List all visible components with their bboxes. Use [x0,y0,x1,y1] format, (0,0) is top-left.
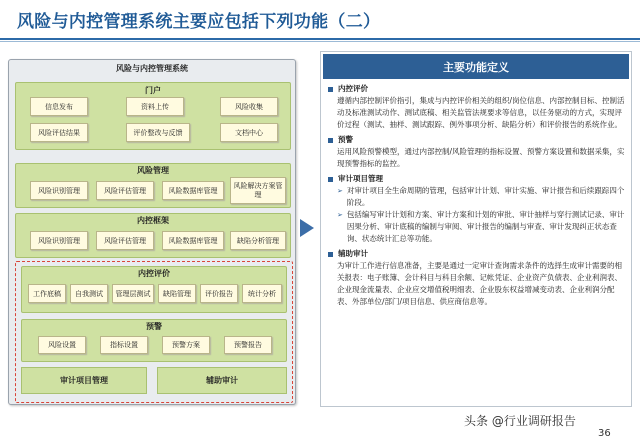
portal-group [15,82,291,150]
square-bullet-icon [328,252,333,257]
aux-audit-box: 辅助审计 [157,367,287,394]
page-title: 风险与内控管理系统主要应包括下列功能（二） [17,12,381,32]
square-bullet-icon [328,87,333,92]
ic-evaluation-item: 工作底稿 [28,284,66,303]
portal-item: 评价整改与反馈 [126,123,190,142]
sub-item: ➢ 对审计项目全生命周期的管理，包括审计计划、审计实施、审计报告和后续跟踪四个阶段。 [337,186,625,207]
square-bullet-icon [328,138,333,143]
risk-mgmt-item: 风险数据库管理 [162,181,224,200]
section-heading: 审计项目管理 [328,173,626,185]
square-bullet-icon [328,177,333,182]
risk-mgmt-item: 风险识别管理 [30,181,88,200]
system-diagram [8,59,296,405]
risk-mgmt-item: 风险解决方案管理 [230,177,286,204]
portal-title: 门户 [145,86,161,95]
section-text: 为审计工作进行信息准备，主要是通过一定审计查询需求条件的选择生成审计需要的相关报表：电子账簿、会计科目与科目余额、记帐凭证、企业资产负债表、企业利润表、企业现金流量表、企业应交增值税明细表、企业股东权益增减变动表、企业利润分配表、外部单位/部门/项目信息、供应商信息等。 [337,261,622,306]
ic-evaluation-title: 内控评价 [138,269,170,278]
risk-mgmt-group [15,163,291,208]
triangle-bullet-icon: ➢ [337,187,343,195]
diagram-title: 风险与内控管理系统 [116,64,188,73]
watermark: 头条 @行业调研报告 [464,414,576,428]
risk-mgmt-item: 风险评估管理 [96,181,154,200]
portal-item: 资料上传 [126,97,184,116]
definition-panel [320,51,632,407]
section-text: 运用风险预警模型，通过内部控制/风险管理的指标设置、预警方案设置和数据采集，实现预警指标的监控。 [337,147,625,168]
warning-item: 风险设置 [38,336,86,354]
warning-group [21,319,287,362]
ic-framework-item: 风险数据库管理 [162,231,224,250]
section-heading: 预警 [328,134,626,146]
ic-evaluation-item: 缺陷管理 [158,284,196,303]
portal-item: 文档中心 [220,123,278,142]
panel-header: 主要功能定义 [323,54,629,79]
portal-item: 信息发布 [30,97,88,116]
ic-framework-title: 内控框架 [137,216,169,225]
title-rule-thin [0,41,640,42]
portal-item: 风险收集 [220,97,278,116]
panel-body [328,82,626,308]
ic-framework-group [15,213,291,258]
section-heading: 内控评价 [328,83,626,95]
right-arrow-icon [300,219,314,237]
portal-item: 风险评估结果 [30,123,88,142]
warning-item: 指标设置 [100,336,148,354]
warning-title: 预警 [146,322,162,331]
warning-item: 预警报告 [224,336,272,354]
ic-framework-item: 缺陷分析管理 [230,231,286,250]
section-text: 遵循内部控制评价指引，集成与内控评价相关的组织/岗位信息、内部控制目标、控制活动及标准测试动作、测试底稿、相关监管法规要求等信息，以任务驱动的方式，实现评价过程（测试、抽样、测试跟踪、例外事项分析、缺陷分析）和评价报告的系统作业。 [337,96,625,129]
ic-framework-item: 风险识别管理 [30,231,88,250]
ic-evaluation-item: 管理层测试 [112,284,154,303]
page-number: 36 [598,428,611,439]
warning-item: 预警方案 [162,336,210,354]
ic-evaluation-item: 自我测试 [70,284,108,303]
title-rule [0,38,640,40]
ic-framework-item: 风险评估管理 [96,231,154,250]
audit-project-box: 审计项目管理 [21,367,147,394]
ic-evaluation-item: 评价报告 [200,284,238,303]
sub-item: ➢ 包括编写审计计划和方案、审计方案和计划的审批、审计抽样与穿行测试记录、审计因果分析、审计底稿的编制与审阅、审计报告的编制与审查、审计发现纠正状态查询、状态统计汇总等功能。 [337,210,625,243]
triangle-bullet-icon: ➢ [337,211,343,219]
risk-mgmt-title: 风险管理 [137,166,169,175]
section-heading: 辅助审计 [328,248,626,260]
ic-evaluation-group [21,266,287,313]
ic-evaluation-item: 统计分析 [242,284,282,303]
